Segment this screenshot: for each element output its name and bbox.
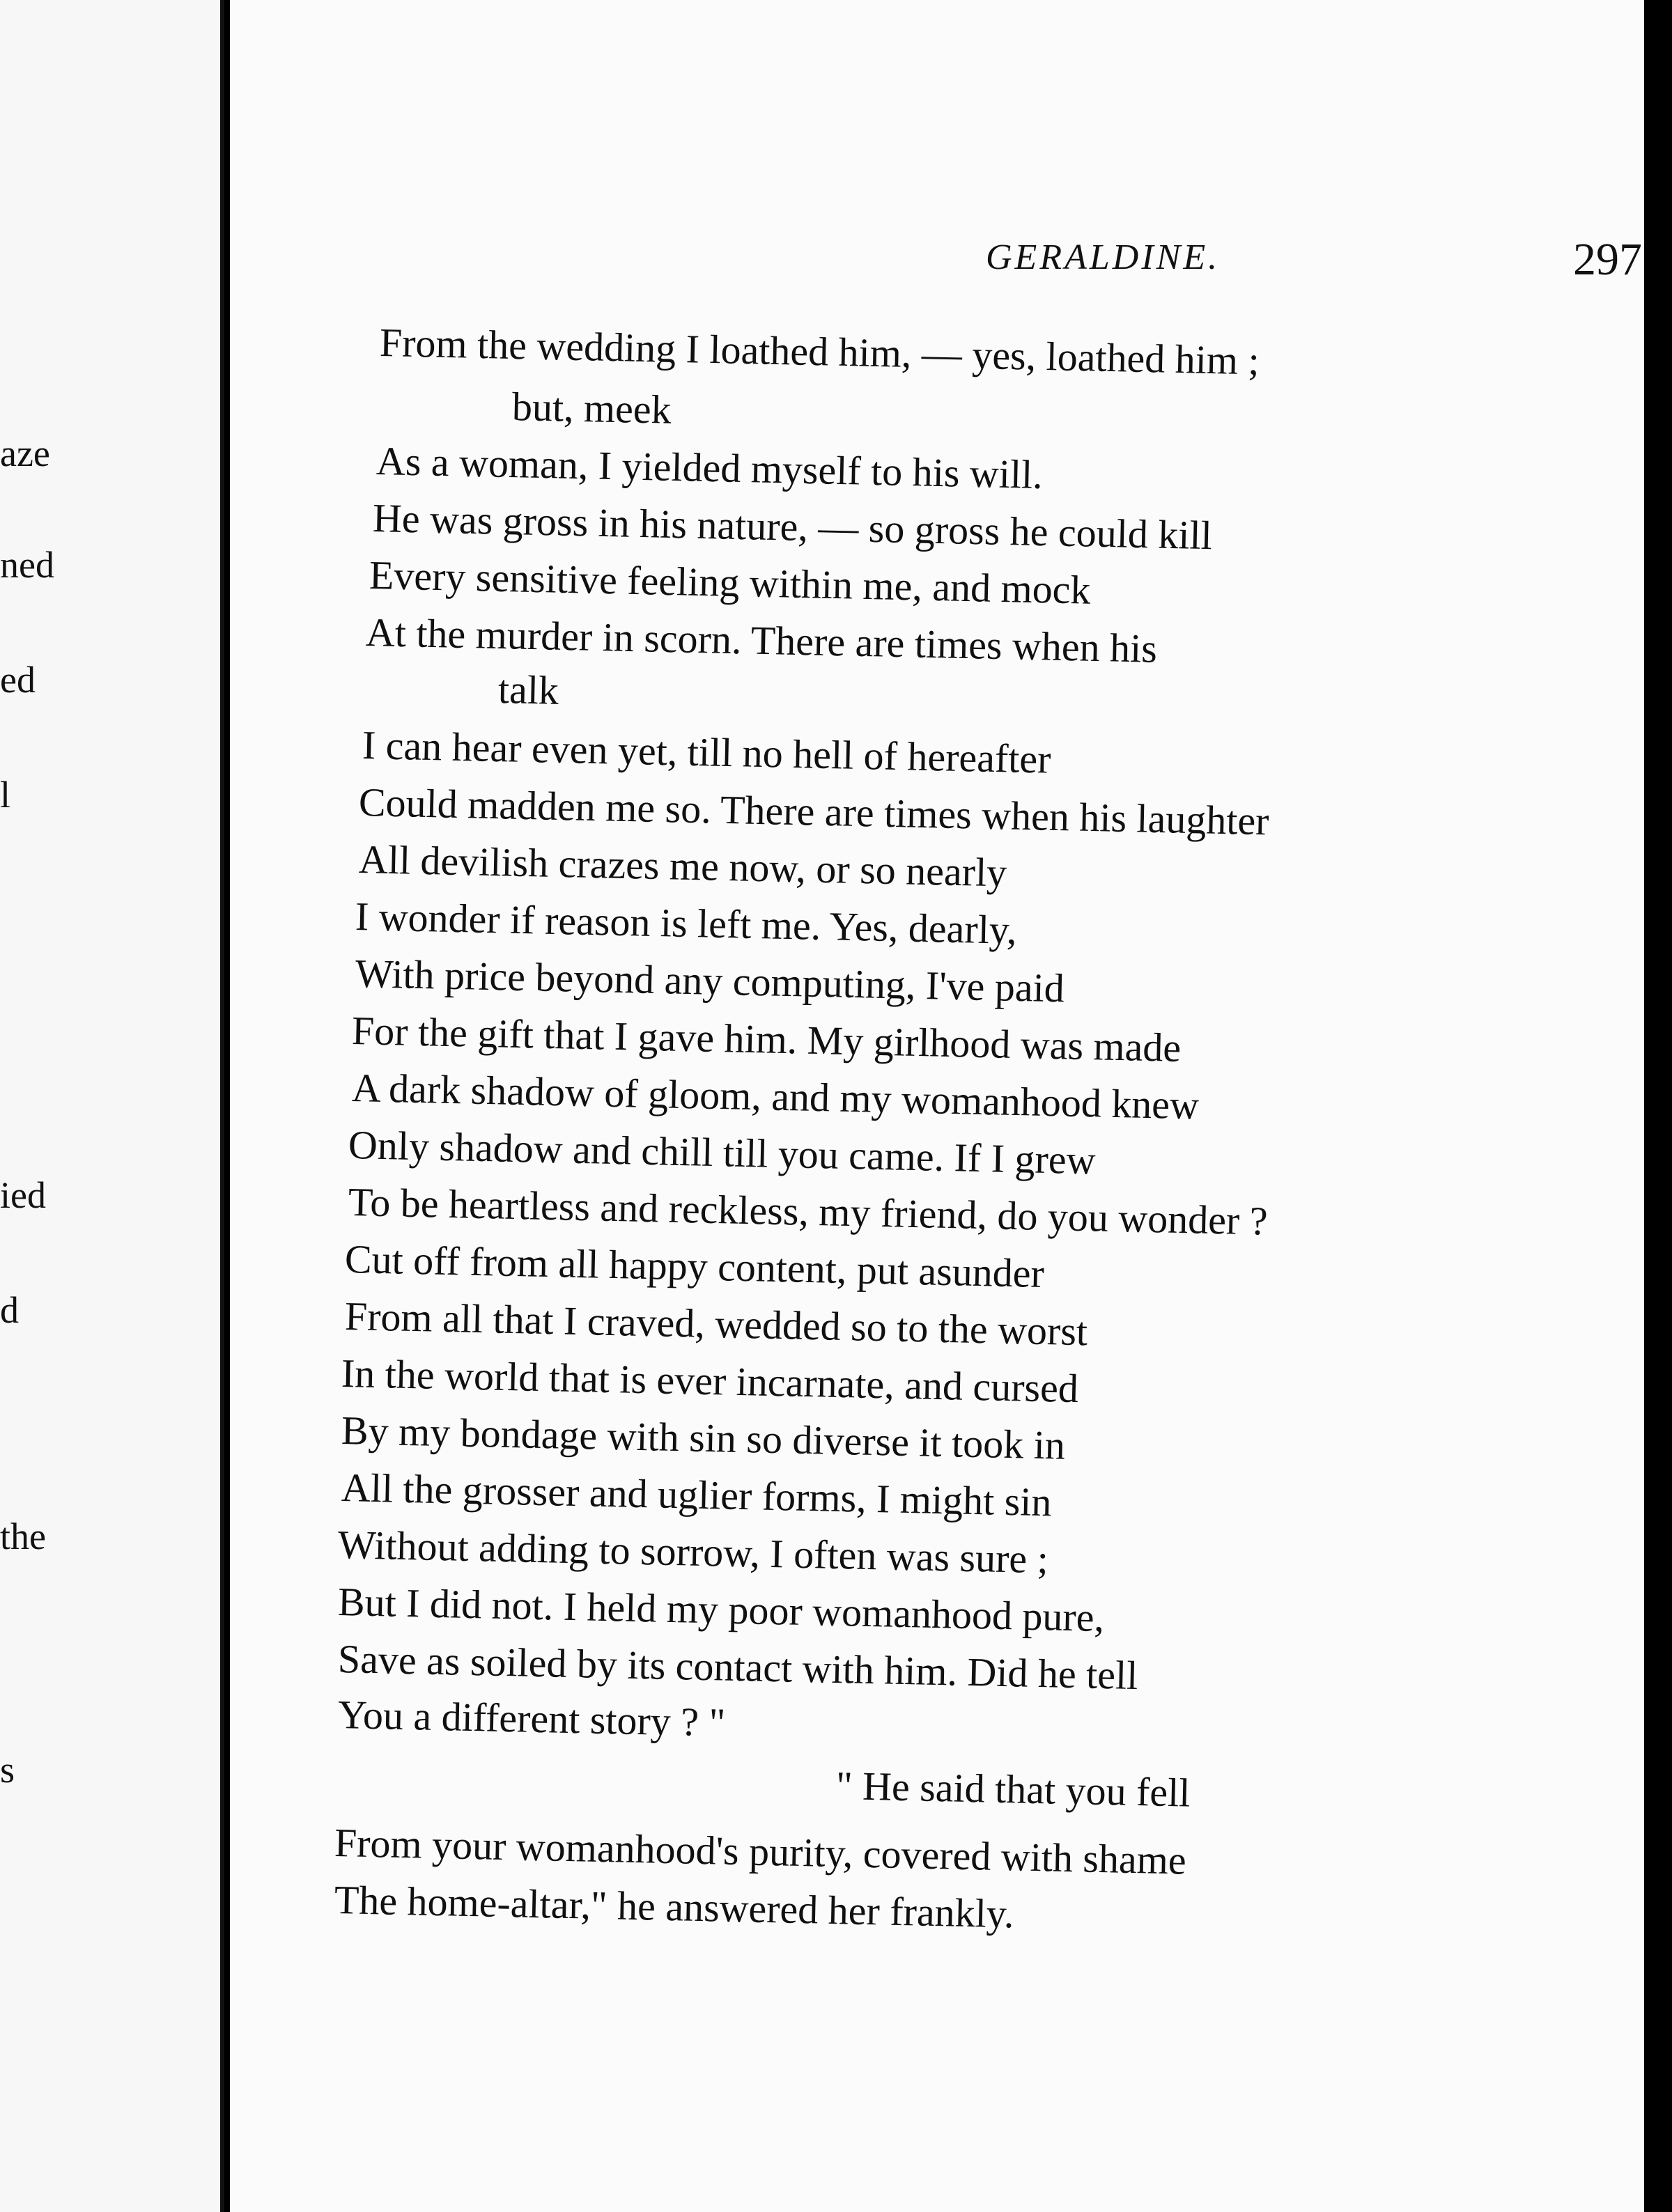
- poem-line: For the gift that I gave him. My girlhood was made: [351, 1008, 1182, 1070]
- poem-line: He was gross in his nature, — so gross he could kill: [372, 495, 1213, 559]
- page-number: 297: [1573, 234, 1642, 285]
- poem-line: At the murder in scorn. There are times when his: [365, 609, 1158, 671]
- facing-page-fragment: s: [0, 1749, 15, 1791]
- poem-line: All the grosser and uglier forms, I might sin: [341, 1465, 1053, 1525]
- poem-line: Save as soiled by its contact with him. Did he tell: [337, 1636, 1138, 1699]
- poem-line: From all that I craved, wedded so to the worst: [344, 1293, 1088, 1355]
- facing-page: [0, 0, 222, 2212]
- poem-line: You a different story ? ": [337, 1692, 726, 1745]
- poem-line: talk: [497, 667, 559, 713]
- facing-page-fragment: l: [0, 774, 11, 816]
- poem-line: Without adding to sorrow, I often was sure ;: [337, 1522, 1049, 1582]
- poem-line: With price beyond any computing, I've paid: [355, 951, 1065, 1011]
- poem-line: In the world that is ever incarnate, and cursed: [341, 1350, 1079, 1412]
- poem-line: From your womanhood's purity, covered with shame: [334, 1820, 1187, 1883]
- running-header: GERALDINE.: [986, 237, 1221, 277]
- facing-page-fragment: ied: [0, 1174, 46, 1216]
- facing-page-fragment: ed: [0, 659, 36, 701]
- poem-line: I can hear even yet, till no hell of hereafter: [362, 722, 1052, 782]
- facing-page-fragment: the: [0, 1516, 46, 1557]
- poem-line: As a woman, I yielded myself to his will.: [376, 438, 1044, 498]
- poem-line: But I did not. I held my poor womanhood pure,: [337, 1579, 1105, 1641]
- poem-line: All devilish crazes me now, or so nearly: [358, 836, 1007, 896]
- poem-line: Every sensitive feeling within me, and mock: [369, 552, 1092, 613]
- poem-line: Could madden me so. There are times when his laughter: [358, 779, 1270, 844]
- poem-line: A dark shadow of gloom, and my womanhood knew: [351, 1065, 1200, 1128]
- poem-text: [230, 0, 1644, 2212]
- poem-line: I wonder if reason is left me. Yes, dearly,: [355, 894, 1018, 953]
- facing-page-fragment: aze: [0, 433, 50, 474]
- poem-line: but, meek: [511, 384, 672, 433]
- book-page: [230, 0, 1644, 2212]
- gutter-shadow: [220, 0, 224, 2212]
- poem-line: Only shadow and chill till you came. If I grew: [348, 1122, 1097, 1183]
- poem-line: By my bondage with sin so diverse it took in: [341, 1408, 1066, 1468]
- facing-page-fragment: d: [0, 1289, 19, 1331]
- facing-page-fragment: ned: [0, 544, 54, 586]
- poem-line: From the wedding I loathed him, — yes, loathed him ;: [379, 320, 1260, 384]
- poem-line: Cut off from all happy content, put asunder: [344, 1236, 1045, 1297]
- poem-line: " He said that you fell: [835, 1763, 1191, 1816]
- poem-line: To be heartless and reckless, my friend, do you wonder ?: [348, 1179, 1269, 1244]
- poem-line: The home-altar," he answered her frankly.: [334, 1877, 1015, 1937]
